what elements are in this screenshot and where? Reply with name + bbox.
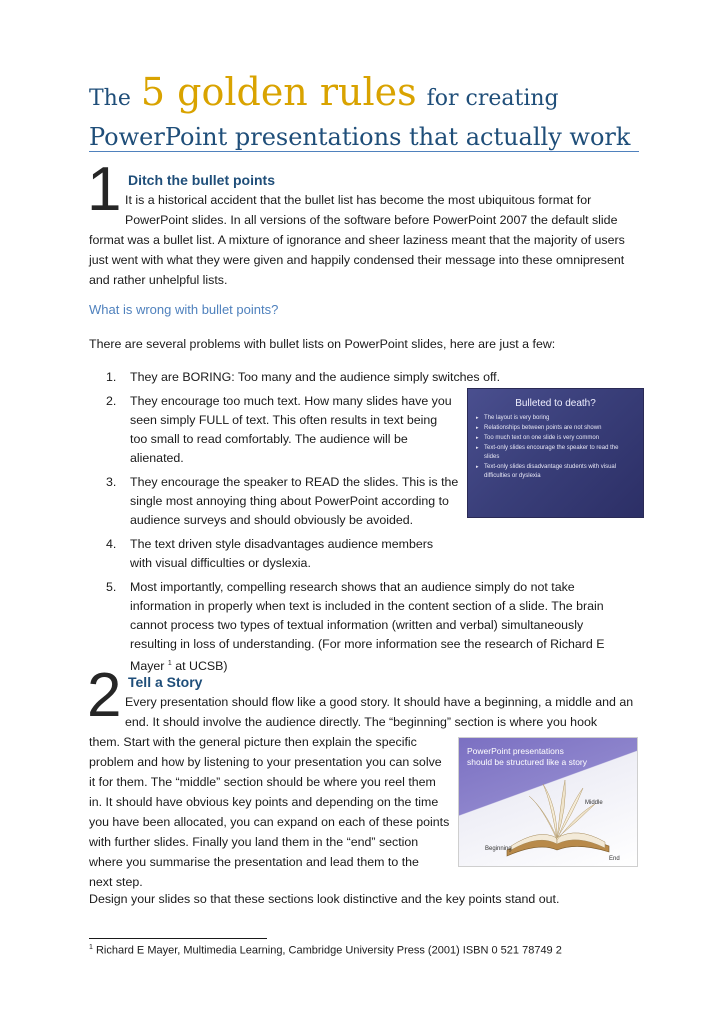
- footnote: [89, 944, 562, 957]
- slide-bullet-list: [468, 414, 643, 481]
- list-text: They encourage the speaker to READ the slides. This is the: [130, 475, 459, 489]
- paragraph-line: PowerPoint slides. In all versions of the software before PowerPoint 2007 the default slide: [125, 213, 618, 227]
- paragraph-line: it for them. The “middle” section should be where you reel them: [89, 775, 436, 789]
- list-text-last: Mayer $^1$ at UCSB): [130, 659, 228, 674]
- list-text: with visual difficulties or dyslexia.: [130, 556, 311, 570]
- list-item: [106, 535, 605, 573]
- slide-title: Bulleted to death?: [515, 398, 596, 409]
- slide-bullet: ▸ Text-only slides encourage the speaker to read the slides: [484, 444, 635, 462]
- title-for-creating: for creating: [426, 86, 559, 111]
- label-beginning: Beginning: [485, 846, 512, 852]
- paragraph-line: problem and how by listening to your presentation you can solve: [89, 755, 442, 769]
- section-2-heading: Tell a Story: [128, 674, 203, 690]
- list-text: They are BORING: Too many and the audience simply switches off.: [130, 370, 501, 384]
- footnote-separator: [89, 938, 267, 939]
- list-number: 5.: [106, 580, 117, 594]
- list-text: cannot process two types of textual information (written and verbal) simultaneously: [130, 618, 584, 632]
- paragraph-line: format was a bullet list. A mixture of ignorance and sheer laziness meant that the majority of users: [89, 233, 625, 247]
- list-text: audience surveys and should obviously be avoided.: [130, 513, 414, 527]
- section-1-intro: There are several problems with bullet lists on PowerPoint slides, here are just a few:: [89, 337, 556, 351]
- footnote-text: Richard E Mayer, Multimedia Learning, Cambridge University Press (2001) ISBN 0 521 78749 2: [92, 944, 562, 957]
- paragraph-line: next step.: [89, 875, 143, 889]
- list-text: They encourage too much text. How many slides have you: [130, 394, 452, 408]
- section-2-closing: Design your slides so that these sections look distinctive and the key points stand out.: [89, 892, 560, 906]
- section-1-number: 1: [87, 155, 122, 224]
- paragraph-line: with further slides. Finally you land them in the “end” section: [89, 835, 419, 849]
- section-2-number: 2: [87, 661, 122, 730]
- list-number: 3.: [106, 475, 117, 489]
- list-item: [106, 368, 605, 387]
- list-text: single most annoying thing about PowerPoint according to: [130, 494, 449, 508]
- slide-title: PowerPoint presentations should be structured like a story: [467, 746, 588, 767]
- paragraph-line: where you summarise the presentation and lead them to the: [89, 855, 419, 869]
- title-underline: [89, 151, 639, 152]
- slide-bullet: ▸ The layout is very boring: [484, 414, 635, 423]
- label-middle: Middle: [585, 800, 603, 806]
- section-1-heading: Ditch the bullet points: [128, 172, 275, 188]
- slide-bullet: ▸ Relationships between points are not shown: [484, 424, 635, 433]
- slide-bullet: ▸ Too much text on one slide is very common: [484, 434, 635, 443]
- list-number: 1.: [106, 370, 117, 384]
- list-item: [106, 578, 605, 676]
- page-title: [89, 72, 649, 153]
- paragraph-line: It is a historical accident that the bullet list has become the most ubiquitous format for: [125, 193, 592, 207]
- paragraph-line: and rather unhelpful lists.: [89, 273, 228, 287]
- list-text: too small to read comfortably. The audience will be: [130, 432, 408, 446]
- slide-thumbnail-story: [458, 737, 638, 867]
- list-number: 4.: [106, 537, 117, 551]
- paragraph-line: end. It should involve the audience directly. The “beginning” section is where you hook: [125, 715, 598, 729]
- title-line-2: PowerPoint presentations that actually work: [89, 123, 631, 151]
- slide-thumbnail-bulleted: [467, 388, 644, 518]
- list-text: resulting in loss of understanding. (For more information see the research of Richard E: [130, 637, 605, 651]
- paragraph-line: in. It should have obvious key points and depending on the time: [89, 795, 439, 809]
- label-end: End: [609, 856, 620, 862]
- list-number: 2.: [106, 394, 117, 408]
- paragraph-line: you have been allocated, you can expand on each of these points: [89, 815, 450, 829]
- slide-bullet: ▸ Text-only slides disadvantage students with visual difficulties or dyslexia: [484, 463, 635, 481]
- list-text: The text driven style disadvantages audience members: [130, 537, 434, 551]
- list-text: alienated.: [130, 451, 184, 465]
- footnote-ref: 1: [167, 660, 172, 667]
- list-text: Most importantly, compelling research shows that an audience simply do not take: [130, 580, 575, 594]
- section-1-paragraph: [89, 190, 625, 290]
- paragraph-line: Every presentation should flow like a good story. It should have a beginning, a middle and an: [125, 695, 634, 709]
- paragraph-line: just went with what they were given and happily condensed their message into these omnipresent: [89, 253, 625, 267]
- title-the: The: [89, 86, 131, 111]
- footnote-marker: 1: [89, 944, 93, 951]
- list-text: information in properly when text is included in the content section of a slide. The brain: [130, 599, 604, 613]
- list-text: seen simply FULL of text. This often results in text being: [130, 413, 438, 427]
- paragraph-line: them. Start with the general picture then explain the specific: [89, 735, 417, 749]
- title-five-golden-rules: 5 golden rules: [140, 70, 417, 114]
- section-1-subheading: What is wrong with bullet points?: [89, 302, 279, 317]
